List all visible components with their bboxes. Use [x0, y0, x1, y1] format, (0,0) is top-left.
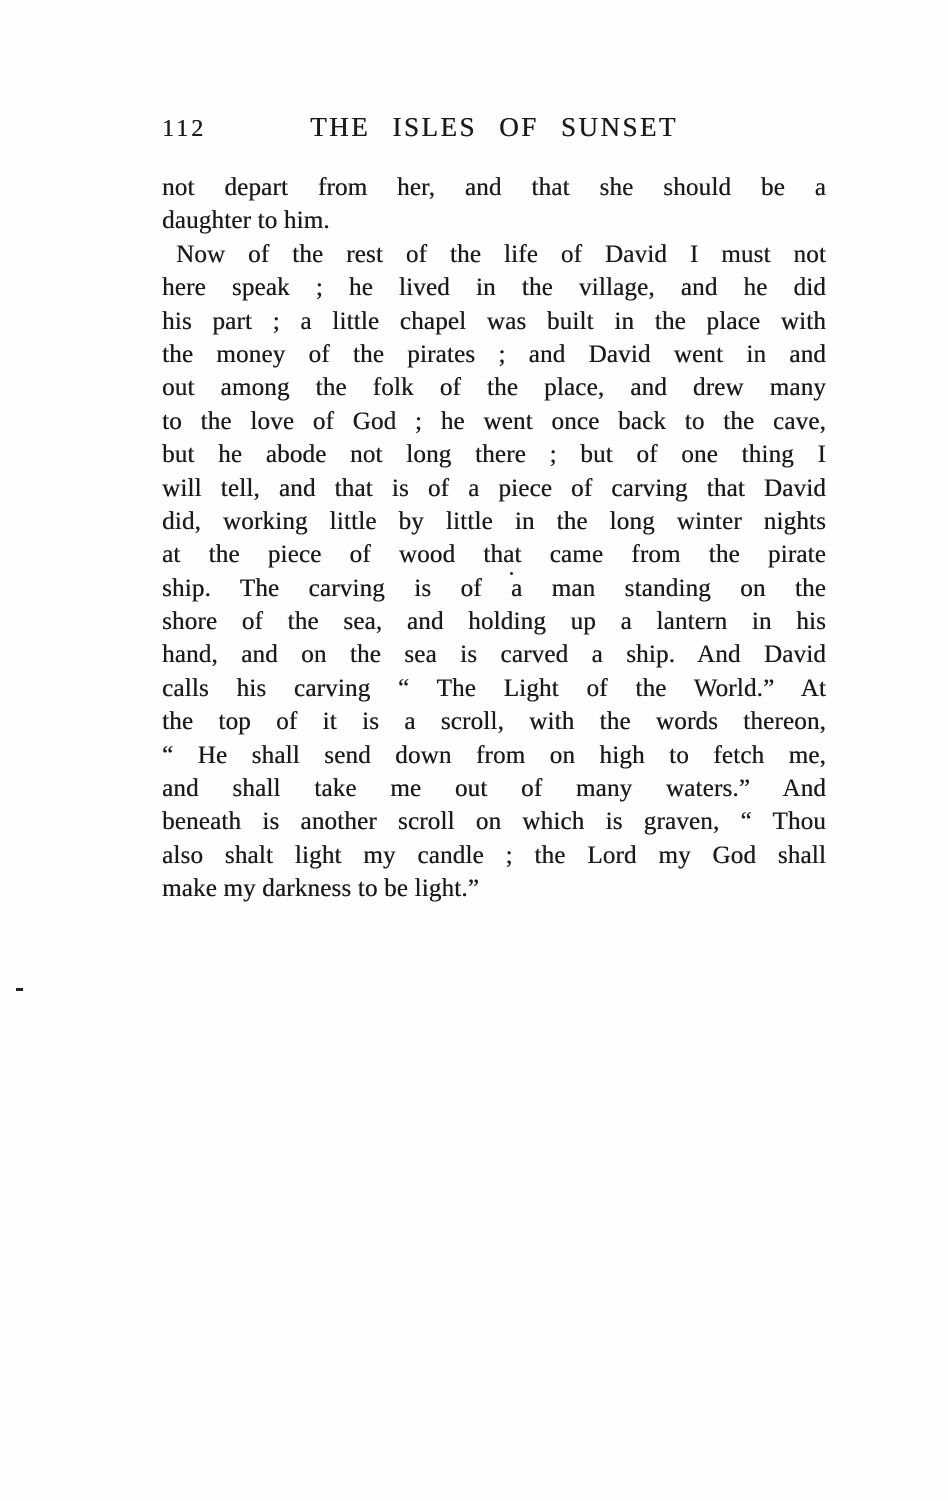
- running-title: THE ISLES OF SUNSET: [310, 112, 678, 142]
- text-line: ship. The carving is of a man standing on the: [162, 574, 826, 602]
- text-line: here speak ; he lived in the village, and he did: [162, 274, 826, 302]
- text-line: daughter to him.: [162, 207, 330, 235]
- text-line: to the love of God ; he went once back to the cave,: [162, 407, 826, 435]
- scan-artifact-margin-dash: [16, 988, 23, 991]
- text-line: beneath is another scroll on which is graven, “ Thou: [162, 808, 826, 836]
- text-line: make my darkness to be light.”: [162, 875, 480, 903]
- text-line: and shall take me out of many waters.” And: [162, 775, 826, 803]
- text-line: at the piece of wood that came from the pirate: [162, 541, 826, 569]
- text-line: his part ; a little chapel was built in the place with: [162, 307, 826, 335]
- text-line: will tell, and that is of a piece of carving that David: [162, 474, 826, 502]
- text-line: also shalt light my candle ; the Lord my God shall: [162, 841, 826, 869]
- text-line: hand, and on the sea is carved a ship. And David: [162, 641, 826, 669]
- text-line: calls his carving “ The Light of the World.” At: [162, 674, 826, 702]
- text-line: out among the folk of the place, and drew many: [162, 374, 826, 402]
- scan-artifact-ink-speck: [510, 572, 513, 575]
- running-head: [162, 0, 826, 142]
- body-text-lines: [162, 171, 826, 906]
- text-line: shore of the sea, and holding up a lantern in his: [162, 608, 826, 636]
- page-number: 112: [162, 116, 207, 142]
- text-line: “ He shall send down from on high to fetch me,: [162, 741, 826, 769]
- text-line: but he abode not long there ; but of one thing I: [162, 441, 826, 469]
- text-line: the money of the pirates ; and David went in and: [162, 340, 826, 368]
- text-line: Now of the rest of the life of David I must not: [176, 240, 826, 268]
- text-line: not depart from her, and that she should be a: [162, 174, 826, 201]
- text-line: the top of it is a scroll, with the words thereon,: [162, 708, 826, 736]
- text-line: did, working little by little in the long winter nights: [162, 507, 826, 535]
